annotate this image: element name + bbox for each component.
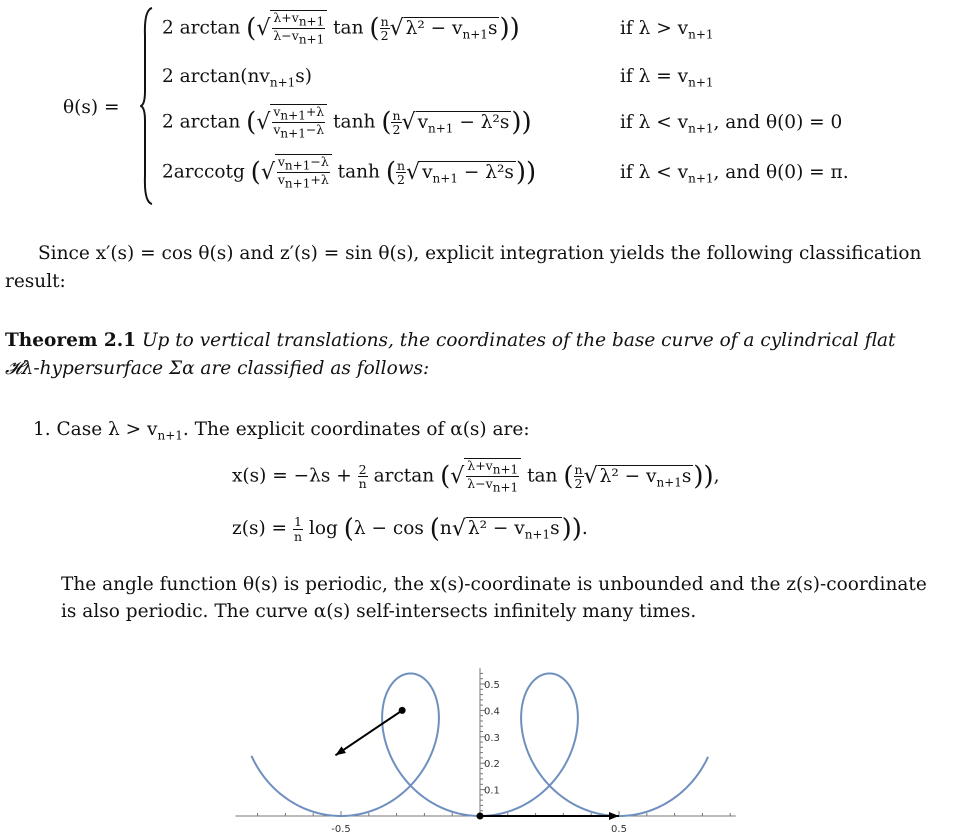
y-tick-label: 0.4 bbox=[484, 706, 500, 718]
case-row-4-expr: 2arccotg (√ $\frac{v_{n+1}-\lambda}{v_{n+1}+\lambda}$ tanh ( $\frac{n}{2}$ √ $v_{n+1} - \lambda^2s$)) bbox=[162, 154, 537, 191]
y-tick-label: 0.2 bbox=[484, 759, 500, 771]
y-tick-label: 0.5 bbox=[484, 680, 500, 691]
theorem-text-1: Up to vertical translations, the coordinates of the base curve of a cylindrical flat bbox=[141, 330, 896, 351]
case-row-3-cond: if $\lambda < v_{n+1}$, and θ(0) = 0 bbox=[620, 112, 843, 136]
tangent-point bbox=[399, 707, 406, 714]
theorem-line-1 bbox=[5, 330, 896, 351]
theorem-heading: Theorem 2.1 bbox=[5, 330, 137, 351]
tangent-arrow-head bbox=[335, 746, 346, 755]
case-row-3-expr: 2 arctan (√ $\frac{v_{n+1}+\lambda}{v_{n+1}-\lambda}$ tanh ( $\frac{n}{2}$ √ $v_{n+1} - \lambda^2s$)) bbox=[162, 104, 532, 141]
y-tick-label: 0.3 bbox=[484, 732, 500, 744]
item-1-label: 1. Case $\lambda > v_{n+1}$. The explicit coordinates of α(s) are: bbox=[33, 419, 530, 443]
z-coordinate-formula: z(s) = $\frac{1}{n}$ log (λ − cos (n√ $\lambda^2 - v_{n+1}s$)). bbox=[232, 514, 588, 544]
x-tick-label: 0.5 bbox=[611, 824, 627, 835]
tangent-point bbox=[477, 813, 484, 820]
x-coordinate-formula: x(s) = −λs + $\frac{2}{n}$ arctan (√ $\frac{\lambda+v_{n+1}}{\lambda-v_{n+1}}$ tan ( $\frac{n}{2}$ √ $\lambda^2 - v_{n+1}s$)), bbox=[232, 458, 720, 495]
case-row-2-expr: 2 $\arctan(nv_{n+1}s)$ bbox=[162, 66, 312, 90]
item-1-desc-2: is also periodic. The curve α(s) self-intersects infinitely many times. bbox=[61, 601, 697, 622]
case-row-4-cond: if $\lambda < v_{n+1}$, and θ(0) = π. bbox=[620, 162, 849, 186]
theorem-line-2: 𝓗λ-hypersurface Σα are classified as follows: bbox=[5, 358, 430, 379]
theta-lhs: θ(s) = bbox=[63, 97, 120, 118]
paragraph-line-2: result: bbox=[5, 271, 66, 292]
paragraph-line-1: Since x′(s) = cos θ(s) and z′(s) = sin θ(s), explicit integration yields the following classification bbox=[38, 243, 922, 264]
tangent-arrow-head bbox=[609, 812, 619, 820]
x-tick-label: -0.5 bbox=[331, 824, 351, 835]
case-row-1-expr: 2 arctan (√ $\frac{\lambda+v_{n+1}}{\lambda-v_{n+1}}$ tan ( $\frac{n}{2}$ √ $\lambda^2 - v_{n+1}s$)) bbox=[162, 10, 520, 47]
case-row-1-cond: if $\lambda > v_{n+1}$ bbox=[620, 18, 714, 42]
item-1-desc-1: The angle function θ(s) is periodic, the x(s)-coordinate is unbounded and the z(s)-coordinate bbox=[61, 574, 927, 595]
cases-brace bbox=[140, 6, 154, 206]
tangent-arrow-shaft bbox=[335, 710, 402, 755]
case-row-2-cond: if $\lambda = v_{n+1}$ bbox=[620, 66, 714, 90]
curve-line bbox=[252, 673, 709, 816]
y-tick-label: 0.1 bbox=[484, 785, 500, 797]
